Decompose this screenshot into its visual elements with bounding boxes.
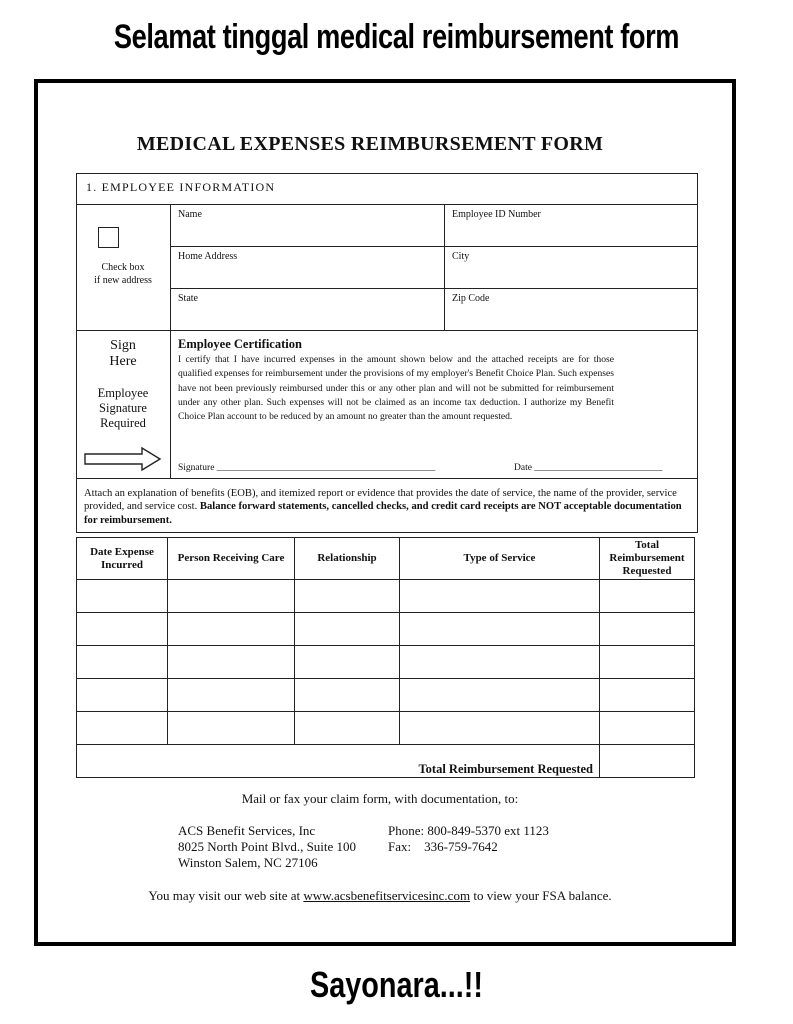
table-cell[interactable] bbox=[168, 712, 295, 745]
table-cell[interactable] bbox=[77, 712, 168, 745]
divider bbox=[444, 204, 445, 330]
table-row bbox=[77, 580, 695, 613]
table-cell[interactable] bbox=[77, 613, 168, 646]
table-row bbox=[77, 712, 695, 745]
table-cell[interactable] bbox=[600, 613, 695, 646]
form-title: MEDICAL EXPENSES REIMBURSEMENT FORM bbox=[136, 133, 604, 155]
phone-fax: Phone: 800-849-5370 ext 1123 Fax: 336-759-7642 bbox=[388, 823, 549, 854]
certification-title: Employee Certification bbox=[178, 337, 302, 351]
arrow-right-icon bbox=[84, 447, 162, 471]
table-cell[interactable] bbox=[400, 712, 600, 745]
table-cell[interactable] bbox=[295, 580, 400, 613]
name-field[interactable]: Name bbox=[178, 209, 202, 220]
sign-here-label: Sign Here bbox=[109, 338, 137, 369]
bottom-caption: Sayonara...!! bbox=[310, 964, 483, 1005]
table-cell[interactable] bbox=[295, 679, 400, 712]
expense-table bbox=[76, 537, 695, 778]
table-cell[interactable] bbox=[168, 613, 295, 646]
header-person: Person Receiving Care bbox=[168, 538, 295, 580]
table-cell[interactable] bbox=[600, 679, 695, 712]
divider bbox=[170, 288, 698, 289]
table-cell[interactable] bbox=[77, 679, 168, 712]
table-cell[interactable] bbox=[77, 646, 168, 679]
state-field[interactable]: State bbox=[178, 293, 198, 304]
total-amount-cell[interactable] bbox=[600, 745, 695, 778]
employee-id-field[interactable]: Employee ID Number bbox=[452, 209, 541, 220]
total-label: Total Reimbursement Requested bbox=[77, 745, 600, 778]
table-cell[interactable] bbox=[295, 712, 400, 745]
table-cell[interactable] bbox=[400, 613, 600, 646]
table-cell[interactable] bbox=[600, 646, 695, 679]
top-caption: Selamat tinggal medical reimbursement form bbox=[113, 18, 680, 56]
divider bbox=[170, 246, 698, 247]
table-cell[interactable] bbox=[295, 613, 400, 646]
website-line: You may visit our web site at www.acsbenefitservicesinc.com to view your FSA balance. bbox=[148, 888, 612, 903]
checkbox-label: Check box if new address bbox=[94, 262, 152, 286]
city-field[interactable]: City bbox=[452, 251, 470, 262]
signature-required-label: Employee Signature Required bbox=[97, 386, 149, 430]
table-cell[interactable] bbox=[77, 580, 168, 613]
divider bbox=[170, 204, 171, 478]
new-address-checkbox[interactable] bbox=[98, 227, 119, 248]
table-cell[interactable] bbox=[400, 580, 600, 613]
zip-code-field[interactable]: Zip Code bbox=[452, 293, 490, 304]
home-address-field[interactable]: Home Address bbox=[178, 251, 238, 262]
mail-instructions: Mail or fax your claim form, with documentation, to: bbox=[241, 791, 519, 806]
header-date: Date Expense Incurred bbox=[77, 538, 168, 580]
table-cell[interactable] bbox=[168, 646, 295, 679]
divider bbox=[76, 478, 698, 479]
section-title: 1. EMPLOYEE INFORMATION bbox=[86, 180, 276, 194]
table-row bbox=[77, 679, 695, 712]
mailing-address: ACS Benefit Services, Inc 8025 North Point Blvd., Suite 100 Winston Salem, NC 27106 bbox=[178, 823, 357, 870]
table-cell[interactable] bbox=[400, 646, 600, 679]
form-document bbox=[34, 79, 736, 946]
table-cell[interactable] bbox=[400, 679, 600, 712]
table-row bbox=[77, 646, 695, 679]
attachment-instructions: Attach an explanation of benefits (EOB), and itemized report or evidence that provides the date of service, the name of the provider, service provided, and service cost. Balance forward statements, cancelled checks, and credit card receipts are NOT acceptable documentation for reimbursement. bbox=[84, 488, 682, 526]
header-relationship: Relationship bbox=[295, 538, 400, 580]
certification-text: I certify that I have incurred expenses in the amount shown below and the attached receipts are for those qualified expenses for reimbursement under the provisions of my employer's Benefit Choice Plan. Such expenses have not been previously reimbursed under this or any other plan and will not be submitted for reimbursement under any other plan. Such expenses will not be claimed as an income tax deduction. I authorize my Benefit Choice Plan account to be reduced by an amount no greater than the amount requested. bbox=[178, 354, 614, 423]
header-service: Type of Service bbox=[400, 538, 600, 580]
signature-field[interactable]: Signature ______________________________________________ bbox=[178, 463, 436, 473]
table-cell[interactable] bbox=[168, 679, 295, 712]
table-header-row bbox=[77, 538, 695, 580]
website-link[interactable]: www.acsbenefitservicesinc.com bbox=[303, 888, 471, 903]
date-field[interactable]: Date ___________________________ bbox=[514, 463, 663, 473]
table-row bbox=[77, 613, 695, 646]
table-cell[interactable] bbox=[295, 646, 400, 679]
table-cell[interactable] bbox=[600, 580, 695, 613]
table-cell[interactable] bbox=[600, 712, 695, 745]
total-row bbox=[77, 745, 695, 778]
table-cell[interactable] bbox=[168, 580, 295, 613]
header-total: Total Reimbursement Requested bbox=[600, 538, 695, 580]
